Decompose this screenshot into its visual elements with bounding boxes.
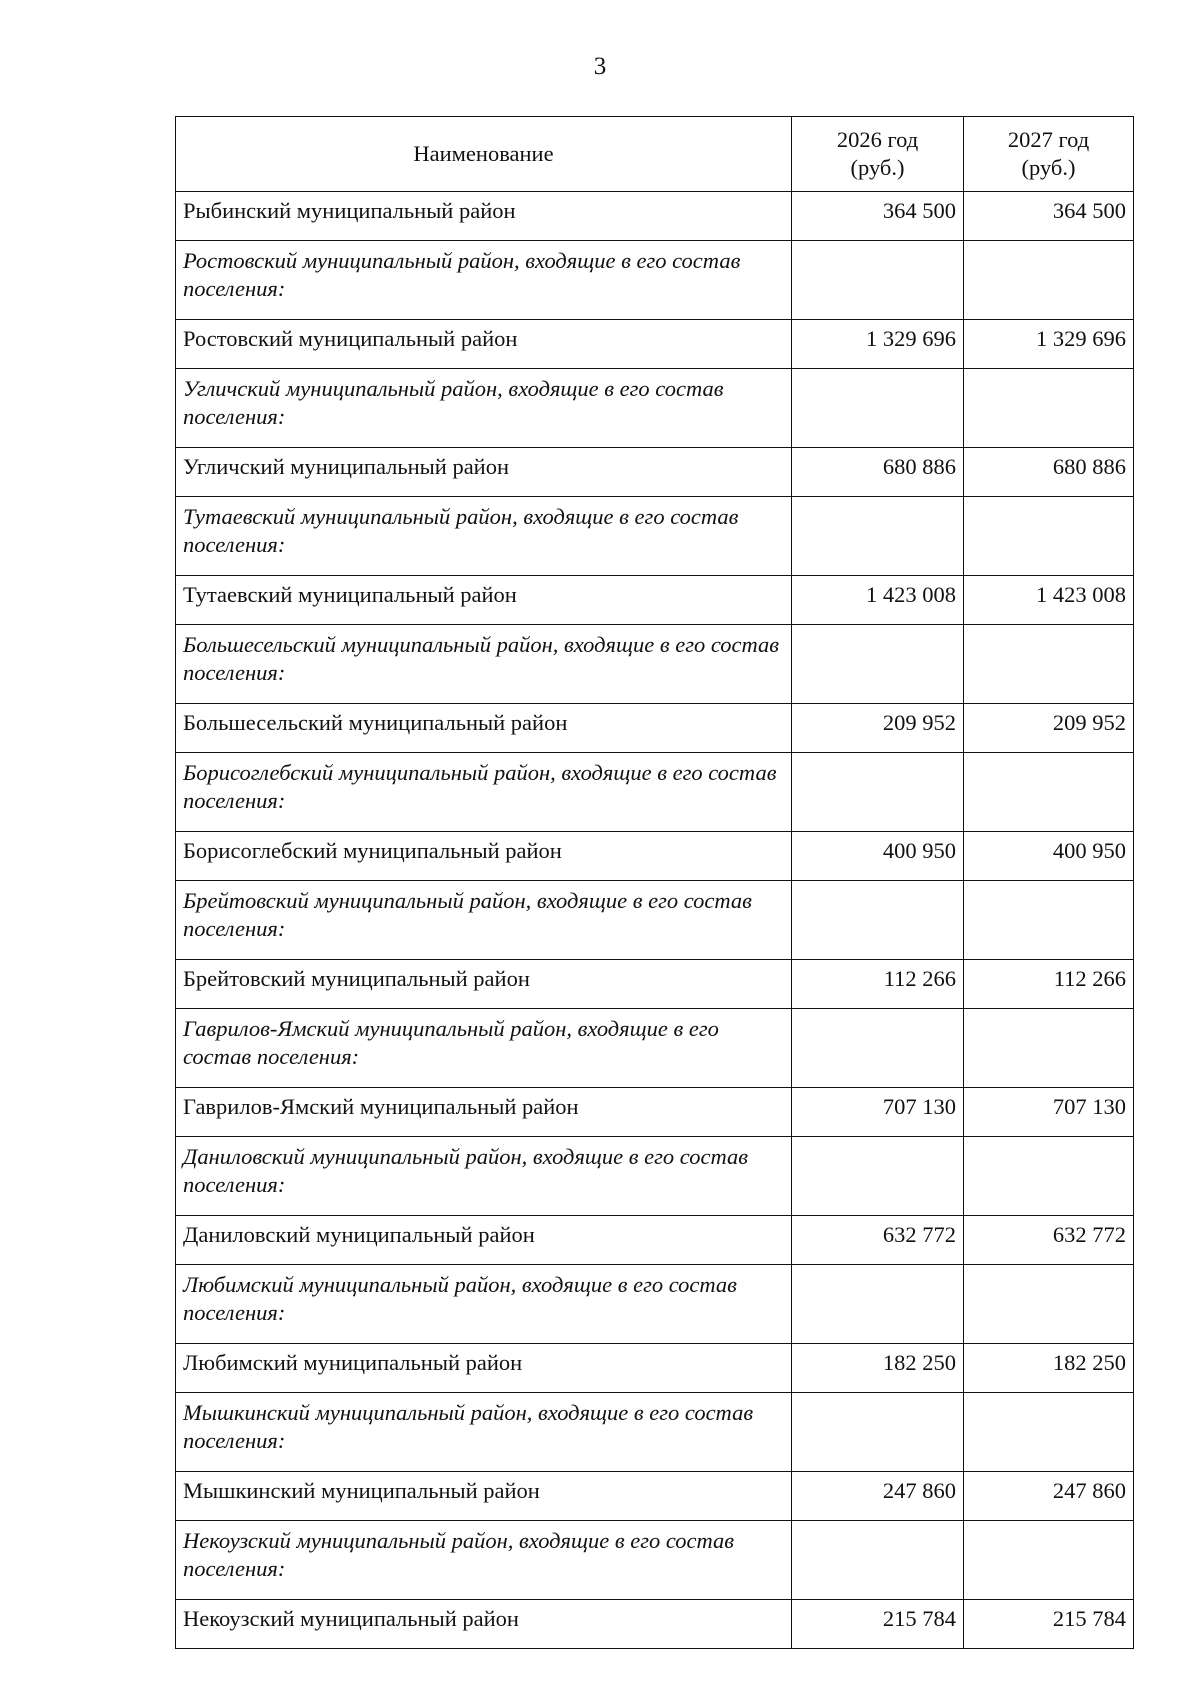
table-row: [176, 448, 1134, 497]
cell-2026: [792, 753, 964, 832]
cell-2027: [964, 497, 1134, 576]
cell-2027: [964, 1393, 1134, 1472]
cell-name: Брейтовский муниципальный район: [176, 960, 792, 1009]
cell-2026: 247 860: [792, 1472, 964, 1521]
cell-2027: 182 250: [964, 1344, 1134, 1393]
cell-2027: 112 266: [964, 960, 1134, 1009]
cell-2026: [792, 625, 964, 704]
cell-2026: [792, 1137, 964, 1216]
header-name: Наименование: [176, 117, 792, 192]
cell-2027: 400 950: [964, 832, 1134, 881]
cell-name: Гаврилов-Ямский муниципальный район: [176, 1088, 792, 1137]
cell-2027: [964, 881, 1134, 960]
cell-2027: [964, 1137, 1134, 1216]
table-group-row: [176, 625, 1134, 704]
table-row: [176, 1344, 1134, 1393]
page-number: 3: [593, 53, 607, 80]
table-group-row: [176, 1521, 1134, 1600]
table-header-row: [176, 117, 1134, 192]
header-year-2026: 2026 год (руб.): [792, 117, 964, 192]
cell-name: Мышкинский муниципальный район: [176, 1472, 792, 1521]
table-row: [176, 1088, 1134, 1137]
cell-2027: 215 784: [964, 1600, 1134, 1649]
cell-2026: [792, 497, 964, 576]
cell-2026: 209 952: [792, 704, 964, 753]
cell-name: Рыбинский муниципальный район: [176, 192, 792, 241]
cell-2027: 707 130: [964, 1088, 1134, 1137]
cell-2026: [792, 369, 964, 448]
table-group-row: [176, 1393, 1134, 1472]
table-group-row: [176, 881, 1134, 960]
table-group-row: [176, 1009, 1134, 1088]
cell-2027: 247 860: [964, 1472, 1134, 1521]
cell-2027: [964, 625, 1134, 704]
cell-2027: 632 772: [964, 1216, 1134, 1265]
cell-2027: [964, 241, 1134, 320]
cell-name: Мышкинский муниципальный район, входящие в его состав поселения:: [176, 1393, 792, 1472]
cell-2027: [964, 753, 1134, 832]
cell-2026: [792, 1265, 964, 1344]
cell-2026: 112 266: [792, 960, 964, 1009]
cell-name: Любимский муниципальный район: [176, 1344, 792, 1393]
cell-2027: [964, 1009, 1134, 1088]
table-group-row: [176, 241, 1134, 320]
cell-name: Даниловский муниципальный район: [176, 1216, 792, 1265]
table-group-row: [176, 1265, 1134, 1344]
cell-2027: 364 500: [964, 192, 1134, 241]
table-group-row: [176, 369, 1134, 448]
table-row: [176, 960, 1134, 1009]
cell-name: Брейтовский муниципальный район, входящие в его состав поселения:: [176, 881, 792, 960]
table-body: [176, 192, 1134, 1649]
table-row: [176, 192, 1134, 241]
cell-2026: [792, 1521, 964, 1600]
cell-2027: 209 952: [964, 704, 1134, 753]
cell-name: Некоузский муниципальный район, входящие в его состав поселения:: [176, 1521, 792, 1600]
table-row: [176, 1216, 1134, 1265]
cell-2027: 1 329 696: [964, 320, 1134, 369]
cell-name: Большесельский муниципальный район: [176, 704, 792, 753]
table-row: [176, 1472, 1134, 1521]
cell-name: Угличский муниципальный район, входящие в его состав поселения:: [176, 369, 792, 448]
cell-2026: 364 500: [792, 192, 964, 241]
cell-name: Гаврилов-Ямский муниципальный район, входящие в его состав поселения:: [176, 1009, 792, 1088]
cell-2026: [792, 1009, 964, 1088]
cell-2026: 707 130: [792, 1088, 964, 1137]
table-group-row: [176, 753, 1134, 832]
cell-2027: [964, 1265, 1134, 1344]
cell-2027: [964, 1521, 1134, 1600]
cell-name: Борисоглебский муниципальный район: [176, 832, 792, 881]
table-row: [176, 832, 1134, 881]
cell-name: Тутаевский муниципальный район: [176, 576, 792, 625]
cell-2026: 215 784: [792, 1600, 964, 1649]
cell-name: Некоузский муниципальный район: [176, 1600, 792, 1649]
cell-2026: 182 250: [792, 1344, 964, 1393]
cell-name: Даниловский муниципальный район, входящие в его состав поселения:: [176, 1137, 792, 1216]
table-group-row: [176, 1137, 1134, 1216]
table-group-row: [176, 497, 1134, 576]
cell-2026: 1 423 008: [792, 576, 964, 625]
cell-name: Ростовский муниципальный район, входящие в его состав поселения:: [176, 241, 792, 320]
cell-2027: 680 886: [964, 448, 1134, 497]
cell-2026: [792, 881, 964, 960]
cell-2026: 1 329 696: [792, 320, 964, 369]
table-row: [176, 320, 1134, 369]
cell-name: Угличский муниципальный район: [176, 448, 792, 497]
cell-2027: [964, 369, 1134, 448]
cell-name: Тутаевский муниципальный район, входящие в его состав поселения:: [176, 497, 792, 576]
header-year-2027: 2027 год (руб.): [964, 117, 1134, 192]
cell-2026: 632 772: [792, 1216, 964, 1265]
cell-name: Любимский муниципальный район, входящие в его состав поселения:: [176, 1265, 792, 1344]
cell-2026: 680 886: [792, 448, 964, 497]
table-row: [176, 704, 1134, 753]
table-row: [176, 1600, 1134, 1649]
table-row: [176, 576, 1134, 625]
cell-2026: 400 950: [792, 832, 964, 881]
cell-name: Большесельский муниципальный район, входящие в его состав поселения:: [176, 625, 792, 704]
budget-table: [175, 116, 1134, 1649]
cell-name: Борисоглебский муниципальный район, входящие в его состав поселения:: [176, 753, 792, 832]
cell-2026: [792, 241, 964, 320]
cell-name: Ростовский муниципальный район: [176, 320, 792, 369]
cell-2026: [792, 1393, 964, 1472]
cell-2027: 1 423 008: [964, 576, 1134, 625]
